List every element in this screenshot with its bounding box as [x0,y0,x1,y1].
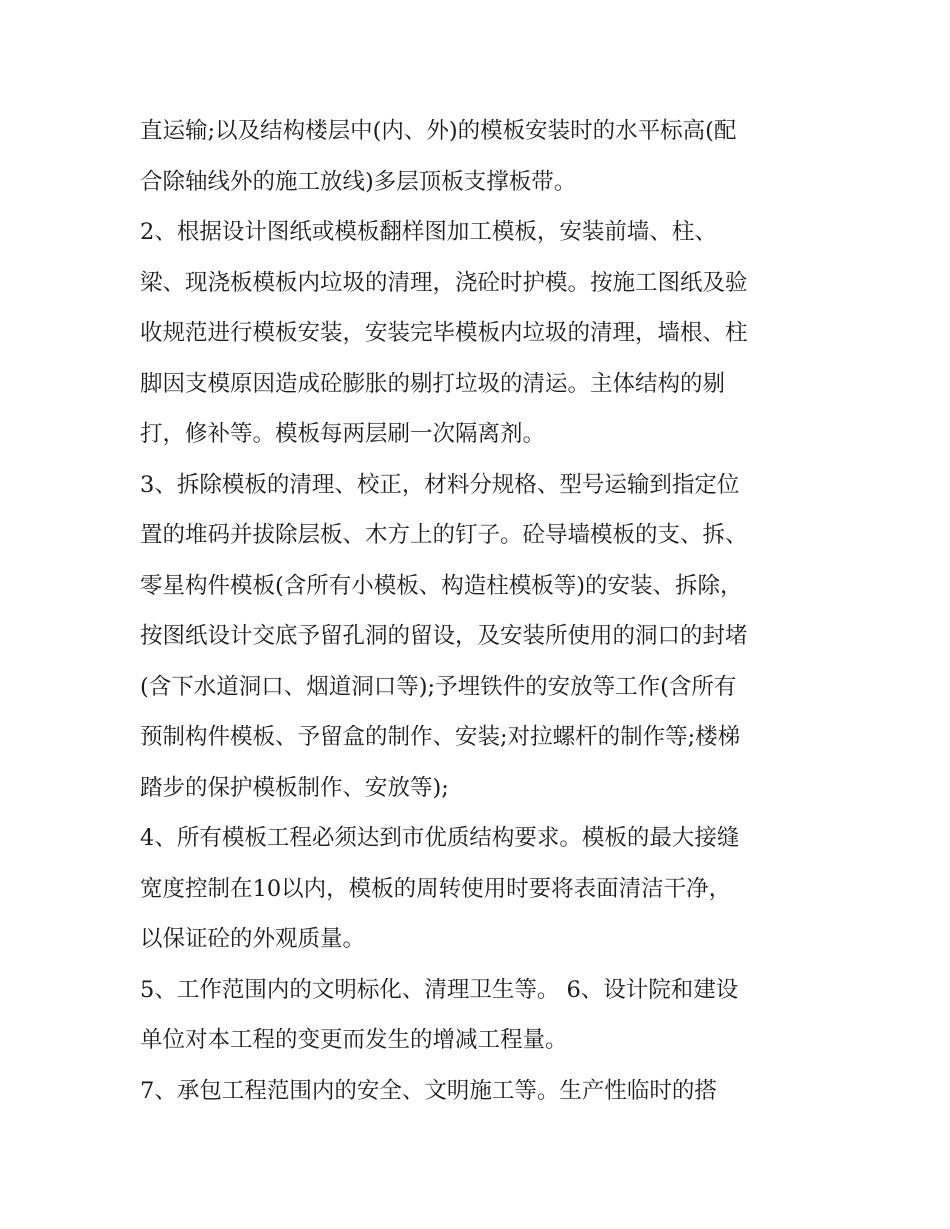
text-line: 收规范进行模板安装，安装完毕模板内垃圾的清理，墙根、柱 [140,320,748,346]
text-line: 3、拆除模板的清理、校正，材料分规格、型号运输到指定位 [140,471,740,498]
text-line: 直运输;以及结构楼层中(内、外)的模板安装时的水平标高(配 [140,118,737,144]
text-line: 单位对本工程的变更而发生的增减工程量。 [140,1027,568,1053]
text-line: 5、工作范围内的文明标化、清理卫生等。 6、设计院和建设 [140,976,739,1003]
document-body [140,106,820,1116]
text-line: 2、根据设计图纸或模板翻样图加工模板，安装前墙、柱、 [140,219,717,245]
text-line: 打，修补等。模板每两层刷一次隔离剂。 [140,421,546,447]
text-line: 4、所有模板工程必须达到市优质结构要求。模板的最大接缝 [140,825,740,851]
text-line: 按图纸设计交底予留孔洞的留设，及安装所使用的洞口的封堵 [140,623,748,649]
text-line: (含下水道洞口、烟道洞口等);予埋铁件的安放等工作(含所有 [140,673,737,700]
text-line: 宽度控制在10以内，模板的周转使用时要将表面清洁干净， [140,875,732,902]
text-line: 7、承包工程范围内的安全、文明施工等。生产性临时的搭 [140,1077,717,1104]
text-line: 预制构件模板、予留盒的制作、安装;对拉螺杆的制作等;楼梯 [140,724,741,750]
text-line: 置的堆码并拔除层板、木方上的钉子。砼导墙模板的支、拆、 [140,522,748,548]
text-line: 零星构件模板(含所有小模板、构造柱模板等)的安装、拆除， [140,572,743,599]
text-line: 梁、现浇板模板内垃圾的清理，浇砼时护模。按施工图纸及验 [140,269,748,296]
text-line: 脚因支模原因造成砼膨胀的剔打垃圾的清运。主体结构的剔 [140,370,726,397]
text-line: 踏步的保护模板制作、安放等); [140,774,449,801]
text-line: 合除轴线外的施工放线)多层顶板支撑板带。 [140,168,577,195]
text-line: 以保证砼的外观质量。 [140,926,366,952]
